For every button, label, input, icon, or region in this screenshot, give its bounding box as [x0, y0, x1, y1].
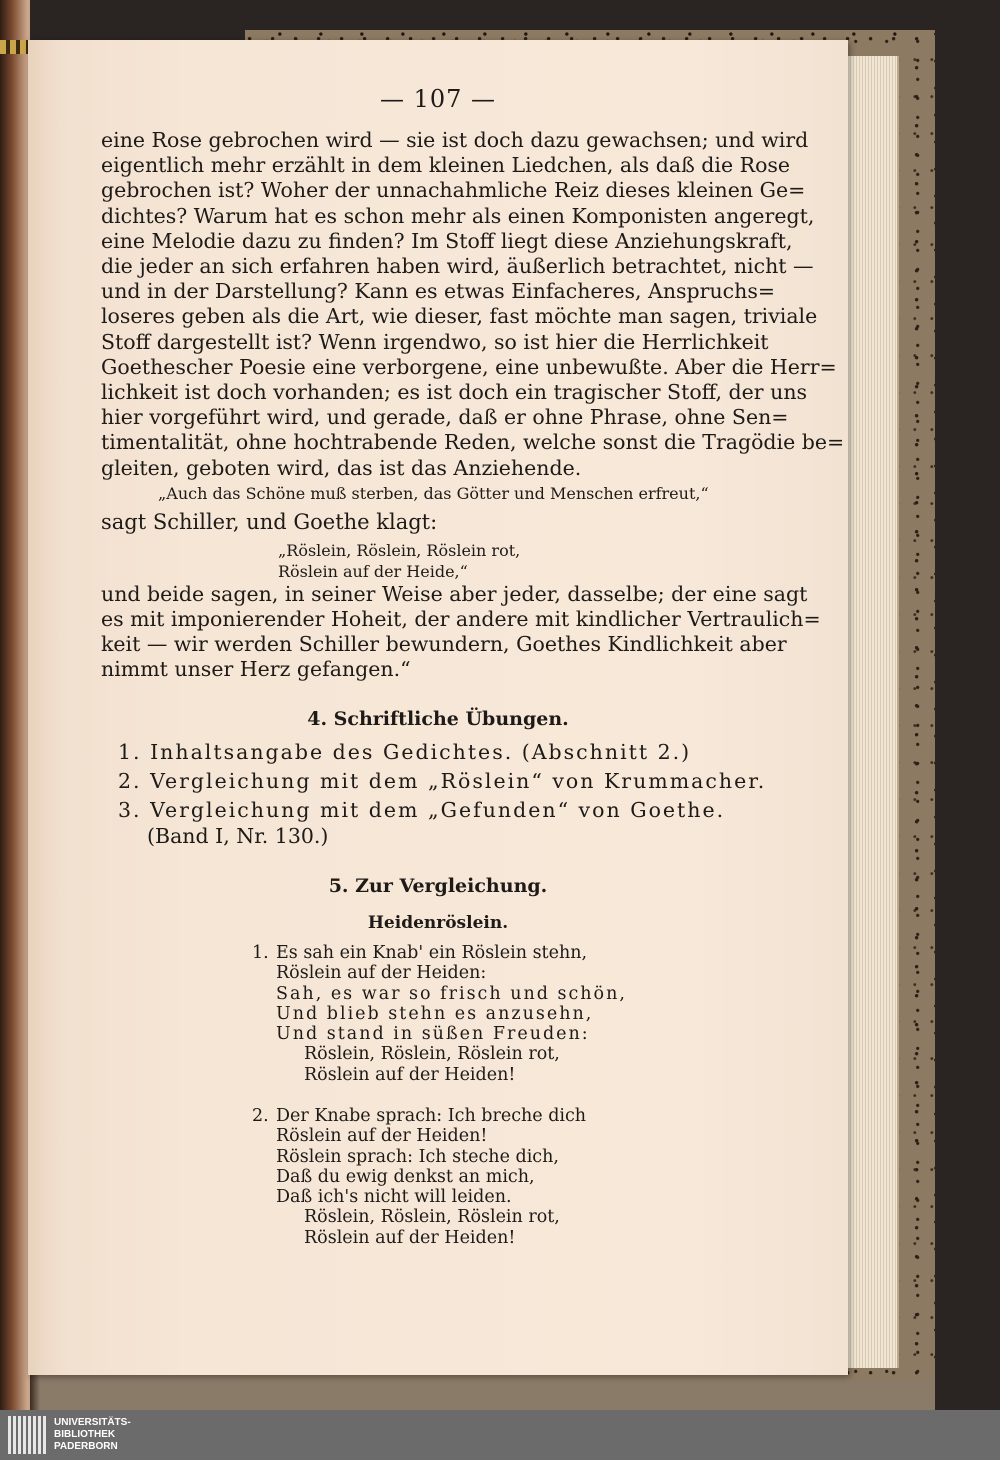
- poem-line: Daß du ewig denkst an mich,: [276, 1166, 535, 1187]
- poem-line: Röslein, Röslein, Röslein rot,: [304, 1044, 560, 1065]
- poem-line: Daß ich's nicht will leiden.: [276, 1187, 512, 1208]
- poem-line: Röslein auf der Heiden:: [276, 963, 487, 984]
- library-logo-text: [54, 1417, 131, 1453]
- text-line: die jeder an sich erfahren haben wird, äußerlich betrachtet, nicht —: [101, 254, 814, 279]
- text-line: lichkeit ist doch vorhanden; es ist doch ein tragischer Stoff, der uns: [101, 380, 808, 405]
- quote-line: „Röslein, Röslein, Röslein rot,: [278, 541, 521, 560]
- exercise-item: 2. Vergleichung mit dem „Röslein“ von Krummacher.: [118, 769, 767, 793]
- text-line: eine Rose gebrochen wird — sie ist doch dazu gewachsen; und wird: [101, 128, 809, 152]
- logo-line: BIBLIOTHEK: [54, 1429, 116, 1440]
- text-line: es mit imponierender Hoheit, der andere mit kindlicher Vertraulich=: [101, 607, 821, 631]
- text-line: hier vorgeführt wird, und gerade, daß er ohne Phrase, ohne Sen=: [101, 405, 789, 430]
- poem-line: Röslein, Röslein, Röslein rot,: [304, 1207, 560, 1228]
- paragraph-2: [101, 582, 821, 682]
- text-line: gebrochen ist? Woher der unnachahmliche Reiz dieses kleinen Ge=: [101, 178, 806, 203]
- poem-stanza-1: [252, 943, 627, 1085]
- library-logo-icon: [8, 1416, 52, 1454]
- logo-line: UNIVERSITÄTS-: [54, 1417, 131, 1428]
- poem-title: Heidenröslein.: [367, 913, 509, 933]
- scanner-border-right: [935, 0, 1000, 1410]
- paragraph-1: [101, 128, 845, 481]
- text-line: keit — wir werden Schiller bewundern, Goethes Kindlichkeit aber: [101, 632, 787, 656]
- text-line: nimmt unser Herz gefangen.“: [101, 657, 411, 681]
- text-line: und beide sagen, in seiner Weise aber jeder, dasselbe; der eine sagt: [101, 582, 808, 606]
- text-line: eigentlich mehr erzählt in dem kleinen Liedchen, als daß die Rose: [101, 153, 791, 178]
- poem-line: Der Knabe sprach: Ich breche dich: [276, 1106, 587, 1126]
- section-heading-comparison: 5. Zur Vergleichung.: [328, 875, 548, 897]
- logo-line: PADERBORN: [54, 1441, 118, 1452]
- poem-line: Röslein auf der Heiden!: [304, 1064, 516, 1085]
- quote-line: Röslein auf der Heide,“: [278, 562, 468, 581]
- schiller-quote: „Auch das Schöne muß sterben, das Götter und Menschen erfreut,“: [158, 484, 709, 503]
- text-line: Goethescher Poesie eine verborgene, eine unbewußte. Aber die Herr=: [101, 354, 837, 379]
- stanza-number: 2.: [252, 1106, 269, 1126]
- page-number: — 107 —: [379, 85, 497, 113]
- left-page-edge: [0, 0, 30, 1410]
- poem-line: Röslein sprach: Ich steche dich,: [276, 1146, 559, 1167]
- book-page: [28, 40, 848, 1375]
- text-line: eine Melodie dazu zu finden? Im Stoff liegt diese Anziehungskraft,: [101, 228, 793, 253]
- poem-line: Sah, es war so frisch und schön,: [276, 983, 627, 1004]
- library-footer-bar: [0, 1410, 1000, 1460]
- poem-line: Und stand in süßen Freuden:: [276, 1024, 590, 1045]
- stanza-number: 1.: [252, 943, 269, 963]
- text-line: dichtes? Warum hat es schon mehr als einen Komponisten angeregt,: [101, 203, 815, 228]
- poem-line: Es sah ein Knab' ein Röslein stehn,: [276, 943, 588, 963]
- goethe-quote: [278, 540, 520, 582]
- poem-line: Röslein auf der Heiden!: [276, 1126, 488, 1147]
- poem-line: Und blieb stehn es anzusehn,: [276, 1003, 594, 1024]
- poem-stanza-2: [252, 1106, 586, 1248]
- page-block-edges: [845, 56, 899, 1368]
- exercise-item: 1. Inhaltsangabe des Gedichtes. (Abschnitt 2.): [118, 740, 692, 764]
- exercise-item: 3. Vergleichung mit dem „Gefunden“ von Goethe.: [118, 798, 726, 822]
- text-line: Stoff dargestellt ist? Wenn irgendwo, so ist hier die Herrlichkeit: [101, 329, 769, 354]
- poem-line: Röslein auf der Heiden!: [304, 1227, 516, 1248]
- schiller-line: sagt Schiller, und Goethe klagt:: [101, 510, 438, 534]
- text-line: und in der Darstellung? Kann es etwas Einfacheres, Anspruchs=: [101, 279, 776, 304]
- text-line: timentalität, ohne hochtrabende Reden, welche sonst die Tragödie be=: [101, 430, 845, 455]
- text-line: gleiten, geboten wird, das ist das Anziehende.: [101, 455, 582, 480]
- text-line: loseres geben als die Art, wie dieser, fast möchte man sagen, triviale: [101, 304, 818, 329]
- section-heading-exercises: 4. Schriftliche Übungen.: [307, 708, 569, 730]
- exercise-item-note: (Band I, Nr. 130.): [147, 824, 329, 848]
